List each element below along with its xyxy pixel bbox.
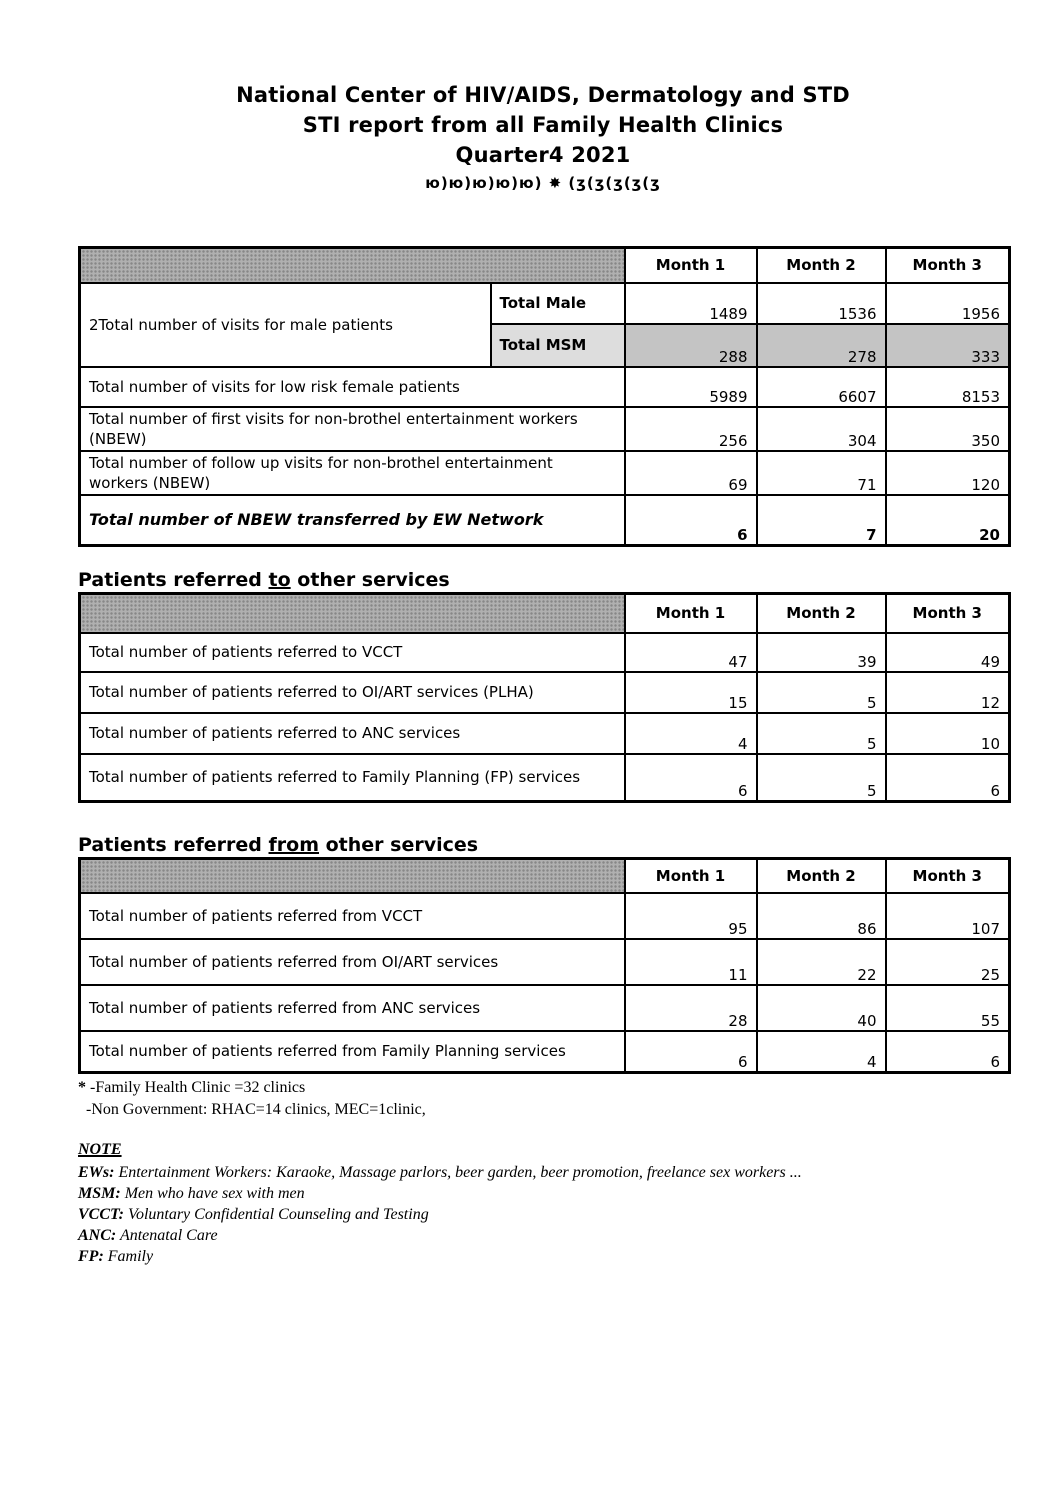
row-label: Total number of visits for low risk female patients [80,367,625,407]
value-cell: 107 [886,893,1010,939]
value-cell: 288 [625,324,757,367]
row-label: Total number of patients referred to Family Planning (FP) services [80,754,625,802]
value-cell: 6 [625,495,757,546]
note-item-msm [78,1183,1008,1204]
value-cell: 1489 [625,283,757,324]
table-row-referred-from-anc [80,985,1010,1031]
visits-table-header-row [80,248,1010,283]
column-header-month-2: Month 2 [757,248,886,283]
value-cell: 22 [757,939,886,985]
value-cell: 6607 [757,367,886,407]
decorative-ornament: ю)ю)ю)ю)ю) ✸ (ʒ(ʒ(ʒ(ʒ(ʒ [425,174,661,192]
value-cell: 5 [757,672,886,713]
value-cell: 11 [625,939,757,985]
note-term: MSM: [78,1185,121,1202]
report-title-line-2: STI report from all Family Health Clinics [302,113,784,137]
note-heading: NOTE [78,1141,122,1158]
note-term: ANC: [78,1227,117,1244]
note-text: Antenatal Care [116,1227,218,1244]
value-cell: 15 [625,672,757,713]
heading-text: other services [290,569,450,591]
value-cell: 69 [625,451,757,495]
value-cell: 10 [886,713,1010,754]
value-cell: 39 [757,633,886,672]
section-heading-referred-from [78,834,1008,856]
row-label: Total number of NBEW transferred by EW Network [80,495,625,546]
table-row-follow-up-nbew [80,451,1010,495]
value-cell: 7 [757,495,886,546]
row-label-male-visits: 2Total number of visits for male patients [80,283,491,367]
table-row-low-risk-female [80,367,1010,407]
note-term: EWs: [78,1164,115,1181]
referred-to-header-row [80,594,1010,633]
referred-from-table [78,857,1011,1074]
column-header-month-3: Month 3 [886,248,1010,283]
note-item-anc [78,1225,1008,1246]
value-cell: 95 [625,893,757,939]
row-label: Total number of patients referred to ANC services [80,713,625,754]
row-label: Total number of patients referred from VCCT [80,893,625,939]
note-term: VCCT: [78,1206,124,1223]
value-cell: 6 [625,754,757,802]
report-title-line-3: Quarter4 2021 [455,143,631,167]
hatched-header-cell [80,594,625,633]
table-row-total-male [80,283,1010,324]
value-cell: 4 [757,1031,886,1073]
value-cell: 6 [886,754,1010,802]
column-header-month-2: Month 2 [757,594,886,633]
table-row-referred-to-vcct [80,633,1010,672]
row-label: Total number of patients referred from OI/ART services [80,939,625,985]
note-text: Entertainment Workers: Karaoke, Massage parlors, beer garden, beer promotion, freelance sex workers ... [114,1164,802,1181]
table-row-nbew-transferred [80,495,1010,546]
heading-underlined-word: from [268,834,320,856]
report-title-block [78,80,1008,194]
note-item-vcct [78,1204,1008,1225]
value-cell: 1536 [757,283,886,324]
table-row-referred-from-vcct [80,893,1010,939]
referred-to-table [78,592,1011,803]
table-row-referred-from-fp [80,1031,1010,1073]
heading-underlined-word: to [268,569,291,591]
value-cell: 4 [625,713,757,754]
value-cell: 1956 [886,283,1010,324]
value-cell: 49 [886,633,1010,672]
column-header-month-1: Month 1 [625,594,757,633]
value-cell: 47 [625,633,757,672]
value-cell: 28 [625,985,757,1031]
table-row-first-visits-nbew [80,407,1010,451]
table-row-referred-from-oi-art [80,939,1010,985]
note-block [78,1139,1008,1267]
value-cell: 55 [886,985,1010,1031]
column-header-month-1: Month 1 [625,859,757,893]
value-cell: 278 [757,324,886,367]
section-heading-referred-to [78,569,1008,591]
footnote-clinics [78,1077,1008,1099]
note-text: Voluntary Confidential Counseling and Testing [123,1206,429,1223]
report-page [78,0,1008,1267]
row-label: Total number of patients referred from Family Planning services [80,1031,625,1073]
table-row-referred-to-oi-art [80,672,1010,713]
value-cell: 304 [757,407,886,451]
table-row-referred-to-fp [80,754,1010,802]
footnotes-block [78,1077,1008,1121]
note-text: Men who have sex with men [120,1185,305,1202]
column-header-month-2: Month 2 [757,859,886,893]
footnote-text: -Family Health Clinic =32 clinics [86,1079,306,1096]
value-cell: 25 [886,939,1010,985]
value-cell: 350 [886,407,1010,451]
report-title-line-1: National Center of HIV/AIDS, Dermatology and STD [236,83,850,107]
value-cell: 12 [886,672,1010,713]
value-cell: 5 [757,754,886,802]
note-term: FP: [78,1248,104,1265]
value-cell: 71 [757,451,886,495]
hatched-header-cell [80,859,625,893]
heading-text: Patients referred [78,834,269,856]
table-row-referred-to-anc [80,713,1010,754]
row-label: Total number of first visits for non-brothel entertainment workers (NBEW) [80,407,625,451]
sub-row-label-total-msm: Total MSM [491,324,625,367]
row-label: Total number of patients referred to OI/ART services (PLHA) [80,672,625,713]
note-item-ews [78,1162,1008,1183]
row-label: Total number of patients referred from ANC services [80,985,625,1031]
value-cell: 6 [625,1031,757,1073]
footnote-non-government: -Non Government: RHAC=14 clinics, MEC=1clinic, [86,1101,426,1118]
value-cell: 86 [757,893,886,939]
row-label: Total number of follow up visits for non-brothel entertainment workers (NBEW) [80,451,625,495]
column-header-month-3: Month 3 [886,594,1010,633]
referred-from-header-row [80,859,1010,893]
sub-row-label-total-male: Total Male [491,283,625,324]
value-cell: 5989 [625,367,757,407]
value-cell: 40 [757,985,886,1031]
value-cell: 20 [886,495,1010,546]
column-header-month-1: Month 1 [625,248,757,283]
heading-text: other services [319,834,479,856]
heading-text: Patients referred [78,569,269,591]
value-cell: 120 [886,451,1010,495]
value-cell: 6 [886,1031,1010,1073]
value-cell: 333 [886,324,1010,367]
column-header-month-3: Month 3 [886,859,1010,893]
footnote-asterisk: * [78,1079,86,1096]
value-cell: 5 [757,713,886,754]
visits-table [78,246,1011,547]
note-text: Family [103,1248,154,1265]
value-cell: 8153 [886,367,1010,407]
value-cell: 256 [625,407,757,451]
note-item-fp [78,1246,1008,1267]
hatched-header-cell [80,248,625,283]
row-label: Total number of patients referred to VCCT [80,633,625,672]
